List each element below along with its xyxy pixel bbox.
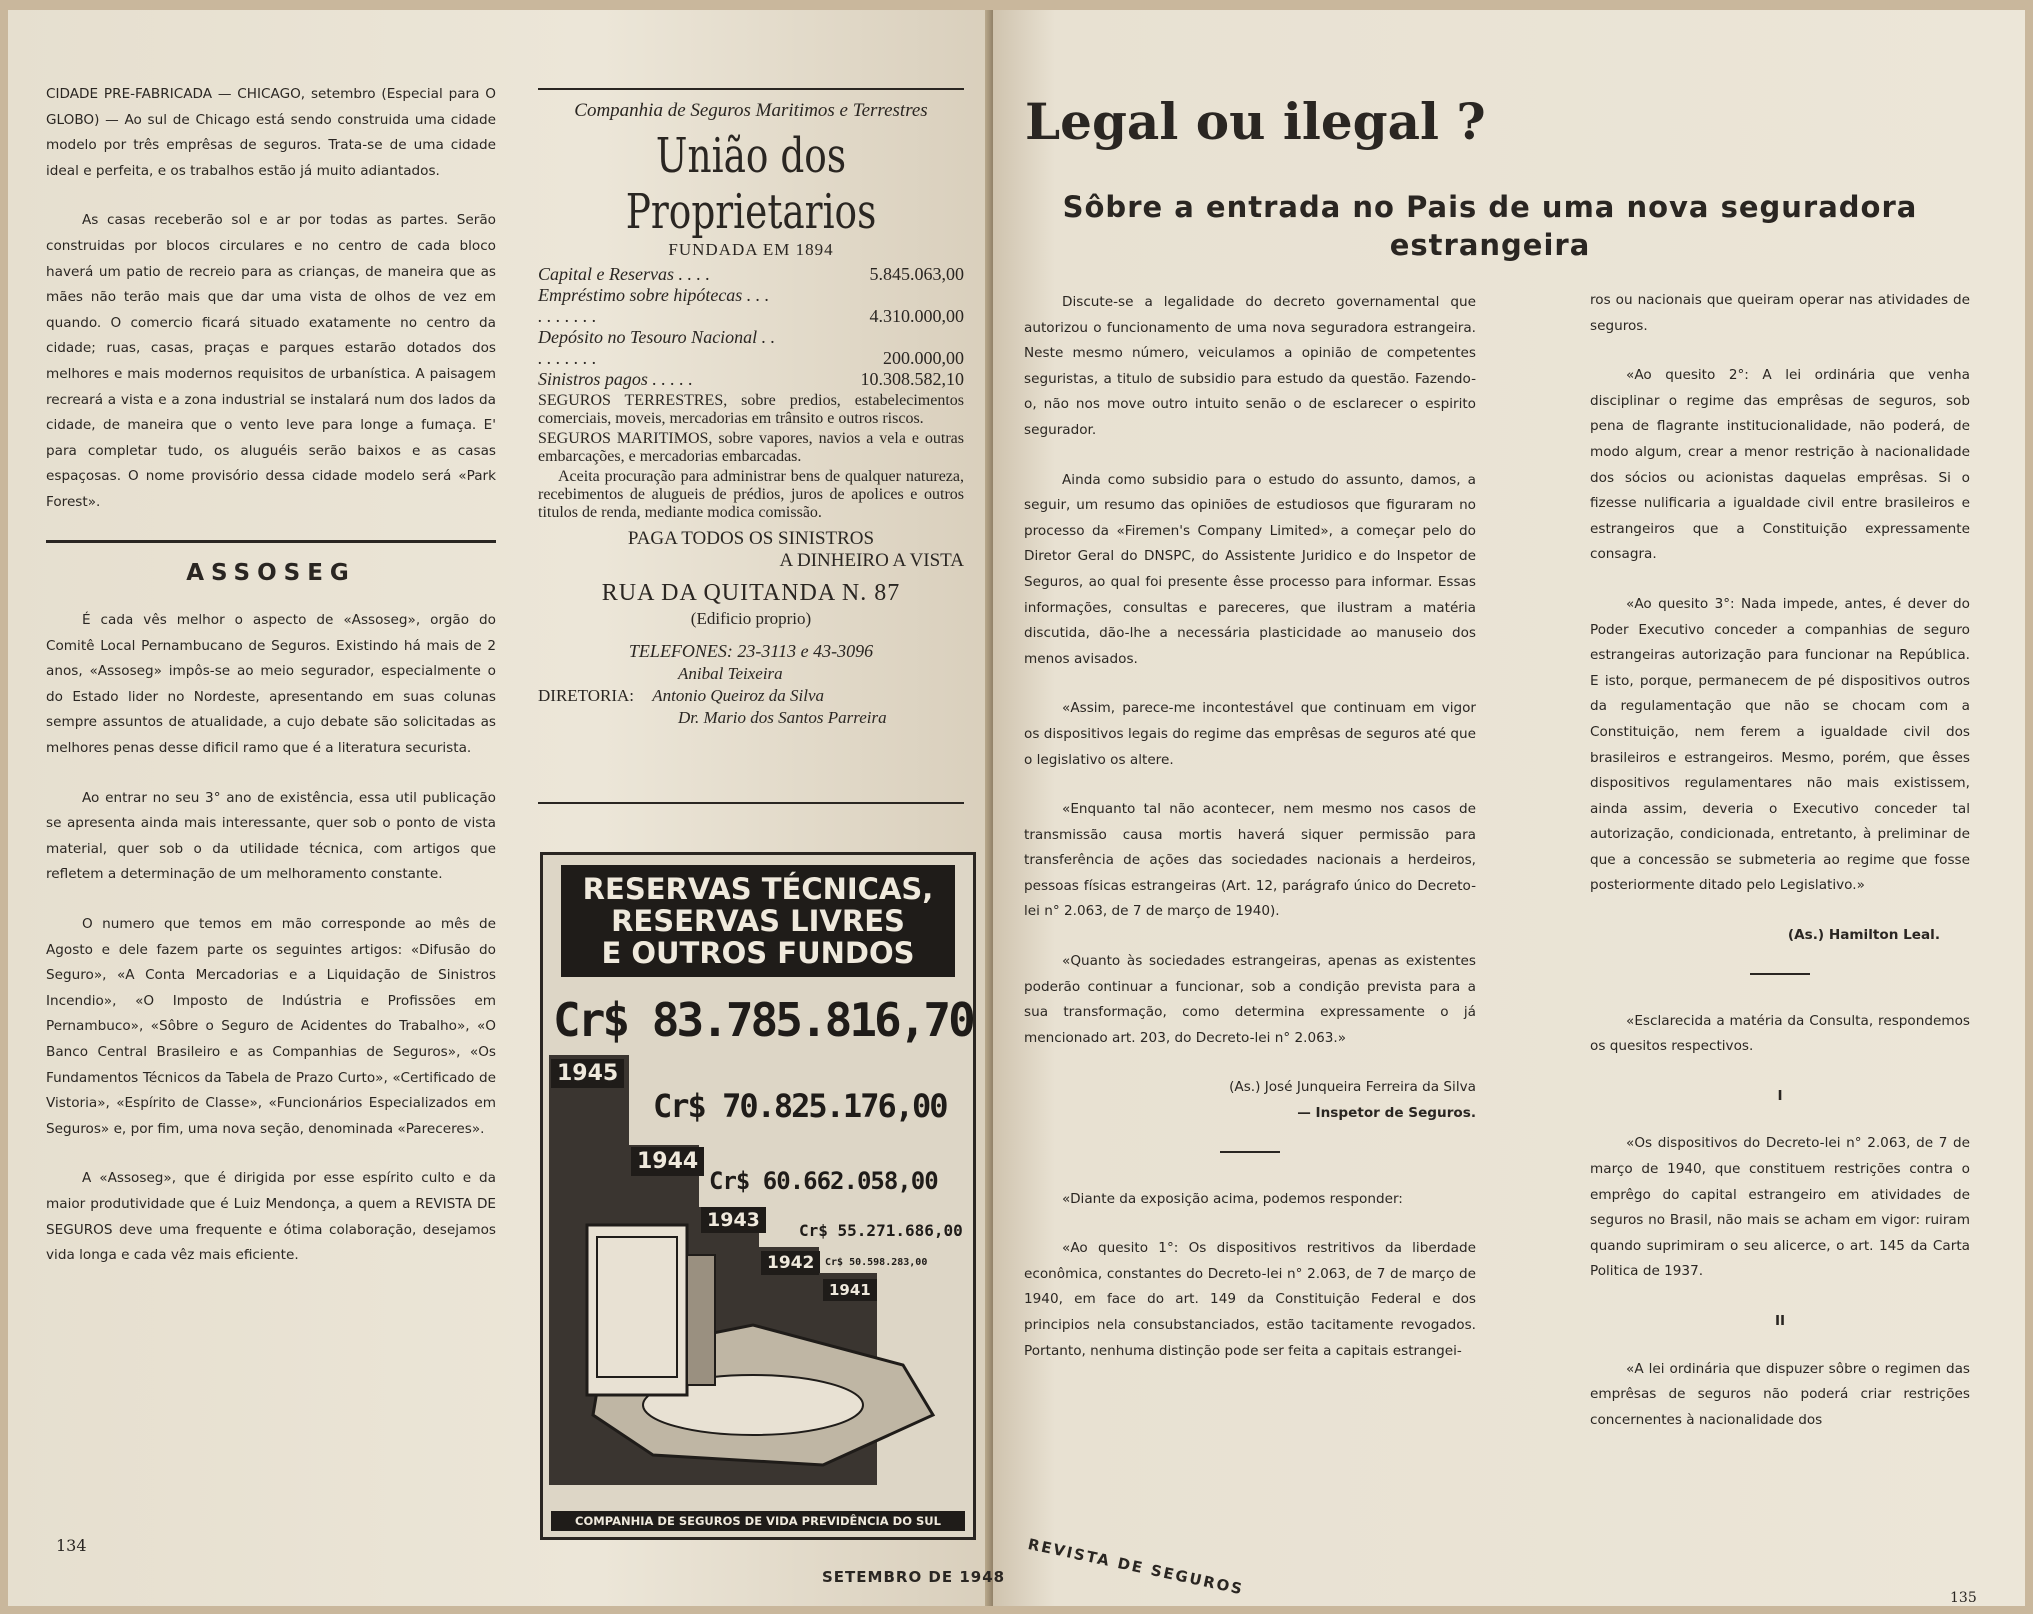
assoseg-paragraph-4: A «Assoseg», que é dirigida por esse espírito culto e da maior produtividade que é Luiz Mendonça, a quem a REVISTA DE SEGUROS deve uma frequente e ótima colaboração, desejamos vida longa e cada vêz mais eficiente. <box>46 1170 496 1264</box>
article-title: Legal ou ilegal ? <box>1025 92 1486 151</box>
cidade-paragraph-2: As casas receberão sol e ar por todas as partes. Serão construidas por blocos circulares e no centro de cada bloco haverá um patio de recreio para as crianças, de maneira que as mães não terão mais que dar uma vista de olhos de vez em quando. O comercio ficará situado exatamente no centro da cidade; ruas, casas, praças e parques estarão dotados dos melhores e mais modernos requisitos de urbanística. A paisagem recreará a vista e a zona industrial se instalará num dos lados da cidade, de maneira que o vento leve para longe a fumaça. E' para completar tudo, os aluguéis serão baixos e as casas espaçosas. O nome provisório dessa cidade modelo será «Park Forest». <box>46 212 496 510</box>
financial-value: 200.000,00 <box>883 348 964 368</box>
issue-date-footer: SETEMBRO DE 1948 <box>822 1568 1006 1586</box>
body-paragraph: «Assim, parece-me incontestável que continuam em vigor os dispositivos legais do regime das emprêsas de seguros até que o legislativo os altere. <box>1024 700 1476 768</box>
financial-value: 5.845.063,00 <box>869 264 964 284</box>
main-amount: Cr$ 83.785.816,70 <box>553 993 973 1047</box>
magazine-name-footer: REVISTA DE SEGUROS <box>1026 1535 1246 1599</box>
ad-address: RUA DA QUITANDA N. 87 <box>601 580 901 606</box>
year-label: 1941 <box>823 1279 877 1301</box>
financial-label: Sinistros pagos . . . . . <box>538 369 693 389</box>
year-amount: Cr$ 55.271.686,00 <box>799 1221 963 1240</box>
ad-director: Antonio Queiroz da Silva <box>652 686 824 705</box>
body-paragraph: «Ao quesito 3°: Nada impede, antes, é dever do Poder Executivo conceder a companhias de seguro estrangeiras autorização para funcionar na República. E isto, porque, permanecem de pé dispositivos outros da regulamentação que não se chocam com a Constituição, nem ferem a igualdade civil dos brasileiros e estrangeiros. Mesmo, porém, que êsses dispositivos regulamentares não mais existissem, ainda assim, deveria o Executivo conceder tal autorização, condicionada, entretanto, à preliminar de que a concessão se submeteria ao regime que fosse posteriormente ditado pelo Legislativo.» <box>1590 595 1970 894</box>
body-paragraph: «Diante da exposição acima, podemos responder: <box>1062 1190 1403 1207</box>
ad-directors-row <box>538 686 964 706</box>
article-subtitle: Sôbre a entrada no Pais de uma nova seguradora estrangeira <box>1062 190 1918 262</box>
ad-company-line: Companhia de Seguros Maritimos e Terrestres <box>574 100 928 121</box>
ad-financial-row <box>538 264 964 285</box>
ad-paga-line-2: A DINHEIRO A VISTA <box>779 550 964 571</box>
headline-line: E OUTROS FUNDOS <box>601 936 915 970</box>
year-amount: Cr$ 60.662.058,00 <box>709 1167 938 1195</box>
headline-line: RESERVAS LIVRES <box>611 904 905 938</box>
year-amount: Cr$ 50.598.283,00 <box>825 1257 928 1268</box>
signature-as: (As.) <box>1229 1079 1261 1096</box>
year-label: 1944 <box>631 1147 704 1176</box>
year-amount: Cr$ 70.825.176,00 <box>653 1087 947 1125</box>
left-text-column <box>46 82 496 1293</box>
reservas-footer: COMPANHIA DE SEGUROS DE VIDA PREVIDÊNCIA DO SUL <box>551 1511 965 1531</box>
reservas-headline <box>561 865 955 977</box>
year-label: 1945 <box>551 1059 624 1088</box>
financial-label: Empréstimo sobre hipótecas . . . . . . . . . . <box>538 285 770 326</box>
body-paragraph: Ainda como subsidio para o estudo do assunto, damos, a seguir, um resumo das opiniões de estudiosos que figuraram no processo da «Firemen's Company Limited», a começar pelo do Diretor Geral do DNSPC, do Assistente Juridico e do Inspetor de Seguros, ao qual foi presente êsse processo para informar. Essas informações, consultas e pareceres, que ilustram a matéria discutida, dão-lhe a necessária plasticidade ao manuseio dos menos avisados. <box>1024 471 1476 667</box>
headline-line: RESERVAS TÉCNICAS, <box>582 872 934 906</box>
financial-label: Depósito no Tesouro Nacional . . . . . . . . . <box>538 327 776 368</box>
body-paragraph: «A lei ordinária que dispuzer sôbre o regimen das emprêsas de seguros não poderá criar restrições concernentes à nacionalidade dos <box>1590 1360 1970 1428</box>
body-paragraph: ros ou nacionais que queiram operar nas atividades de seguros. <box>1590 292 1970 334</box>
ad-founded: FUNDADA EM 1894 <box>668 240 834 259</box>
cidade-paragraph-1: CIDADE PRE-FABRICADA — CHICAGO, setembro (Especial para O GLOBO) — Ao sul de Chicago está sendo construida uma cidade modelo por três emprêsas de seguros. Trata-se de uma cidade ideal e perfeita, e os trabalhos estão já muito adiantados. <box>46 86 496 179</box>
ad-directors-label: DIRETORIA: <box>538 686 635 705</box>
year-label: 1943 <box>701 1207 766 1233</box>
ad-financial-row <box>538 369 964 390</box>
body-paragraph: «Os dispositivos do Decreto-lei n° 2.063, de 7 de março de 1940, que constituem restrições contra o emprêgo do capital estrangeiro em atividades de seguros no Brasil, não mais se acham em vigor: ruiram quando suprimiram o seu alicerce, o art. 145 da Carta Politica de 1937. <box>1590 1135 1970 1280</box>
ad-director: Dr. Mario dos Santos Parreira <box>678 708 887 727</box>
body-paragraph: Discute-se a legalidade do decreto governamental que autorizou o funcionamento de uma nova seguradora estrangeira. Neste mesmo número, veiculamos a opinião de competentes seguristas, a titulo de subsidio para estudo da questão. Fazendo-o, não nos move outro intuito senão o de esclarecer o espirito segurador. <box>1024 294 1476 438</box>
ad-phones: TELEFONES: 23-3113 e 43-3096 <box>628 641 874 661</box>
body-paragraph: «Quanto às sociedades estrangeiras, apenas as existentes poderão continuar a funcionar, sob a condição prevista para a sua transformação, como determina expressamente o já mencionado art. 203, do Decreto-lei n° 2.063.» <box>1024 953 1476 1046</box>
ad-director: Anibal Teixeira <box>678 664 783 683</box>
ad-maritimos: SEGUROS MARITIMOS, sobre vapores, navios a vela e outras embarcações, e mercadorias embarcadas. <box>538 430 964 465</box>
right-text-column-1 <box>1024 290 1476 1388</box>
signature-2: (As.) Hamilton Leal. <box>1787 927 1940 944</box>
page-number-left: 134 <box>56 1536 87 1555</box>
assoseg-paragraph-2: Ao entrar no seu 3° ano de existência, essa util publicação se apresenta ainda mais interessante, quer sob o ponto de vista material, quer sob o da utilidade técnica, com artigos que refletem a determinação de um melhoramento constante. <box>46 789 496 883</box>
body-paragraph: «Ao quesito 2°: A lei ordinária que venha disciplinar o regime das emprêsas de seguros, sob pena de flagrante institucionalidade, não poderá, de modo algum, crear a menor restrição à nacionalidade dos sócios ou acionistas daquelas emprêsas. Si o fizesse nulificaria a igualdade civil entre brasileiros e estrangeiros que a Constituição expressamente consagra. <box>1590 367 1970 563</box>
right-text-column-2 <box>1590 288 1970 1457</box>
roman-numeral: I <box>1777 1087 1783 1104</box>
assoseg-paragraph-3: O numero que temos em mão corresponde ao mês de Agosto e dele fazem parte os seguintes artigos: «Difusão do Seguro», «A Conta Mercadorias e a Liquidação de Sinistros Incendio», «O Imposto de Indústria e Profissões em Pernambuco», «Sôbre o Seguro de Acidentes do Trabalho», «O Banco Central Brasileiro e as Companhias de Seguros», «Os Fundamentos Técnicos da Tabela de Prazo Curto», «Certificado de Vistoria», «Espírito de Classe», «Funcionários Especializados em Seguros» e, por fim, uma nova seção, denominada «Pareceres». <box>46 916 496 1137</box>
signature-1 <box>1024 1075 1476 1101</box>
short-divider <box>1750 973 1810 975</box>
roman-numeral: II <box>1774 1313 1786 1329</box>
ad-financial-row <box>538 327 964 369</box>
assoseg-heading: ASSOSEG <box>186 559 356 586</box>
signature-role: — Inspetor de Seguros. <box>1297 1105 1476 1122</box>
signature-name: José Junqueira Ferreira da Silva <box>1264 1079 1476 1096</box>
page-number-right: 135 <box>1950 1590 1977 1606</box>
ad-procuracao: Aceita procuração para administrar bens de qualquer natureza, recebimentos de alugueis de prédios, juros de apolices e outros titulos de renda, mediante modica comissão. <box>538 468 964 521</box>
ad-financial-row <box>538 285 964 327</box>
ad-paga-line-1: PAGA TODOS OS SINISTROS <box>627 528 875 549</box>
body-paragraph: «Esclarecida a matéria da Consulta, respondemos os quesitos respectivos. <box>1590 1012 1970 1055</box>
financial-value: 10.308.582,10 <box>860 369 964 389</box>
assoseg-paragraph-1: É cada vês melhor o aspecto de «Assoseg», orgão do Comitê Local Pernambucano de Seguros. Existindo há mais de 2 anos, «Assoseg» impôs-se ao meio segurador, especialmente o do Estado lider no Nordeste, apresentando em suas colunas sempre assuntos de atualidade, a cujo debate são solicitadas as melhores penas desse dificil ramo que é a literatura securista. <box>46 612 496 757</box>
ad-terrestres: SEGUROS TERRESTRES, sobre predios, estabelecimentos comerciais, moveis, mercadorias em trânsito e outros riscos. <box>538 392 964 427</box>
section-divider <box>46 540 496 543</box>
ad-brand-name: União dos Proprietarios <box>625 128 877 240</box>
reservas-ad <box>540 852 976 1540</box>
body-paragraph: «Enquanto tal não acontecer, nem mesmo nos casos de transmissão causa mortis haverá siquer permissão para transferência de ações das sociedades nacionais a herdeiros, pessoas físicas estrangeiras (Art. 12, parágrafo único do Decreto-lei n° 2.063, de 7 de março de 1940). <box>1024 801 1476 920</box>
illustration-safe-map <box>573 1215 953 1475</box>
short-divider <box>1220 1151 1280 1153</box>
financial-label: Capital e Reservas . . . . <box>538 264 710 284</box>
uniao-proprietarios-ad <box>538 88 964 804</box>
body-paragraph: «Ao quesito 1°: Os dispositivos restritivos da liberdade econômica, constantes do Decreto-lei n° 2.063, de 7 de março de 1940, em face do art. 149 da Constituição Federal e dos principios nela consubstanciados, estão tacitamente revogados. Portanto, nenhuma distinção pode ser feita a capitais estrangei- <box>1024 1240 1476 1359</box>
ad-building: (Edificio proprio) <box>690 609 812 628</box>
financial-value: 4.310.000,00 <box>869 306 964 326</box>
year-label: 1942 <box>761 1251 820 1275</box>
